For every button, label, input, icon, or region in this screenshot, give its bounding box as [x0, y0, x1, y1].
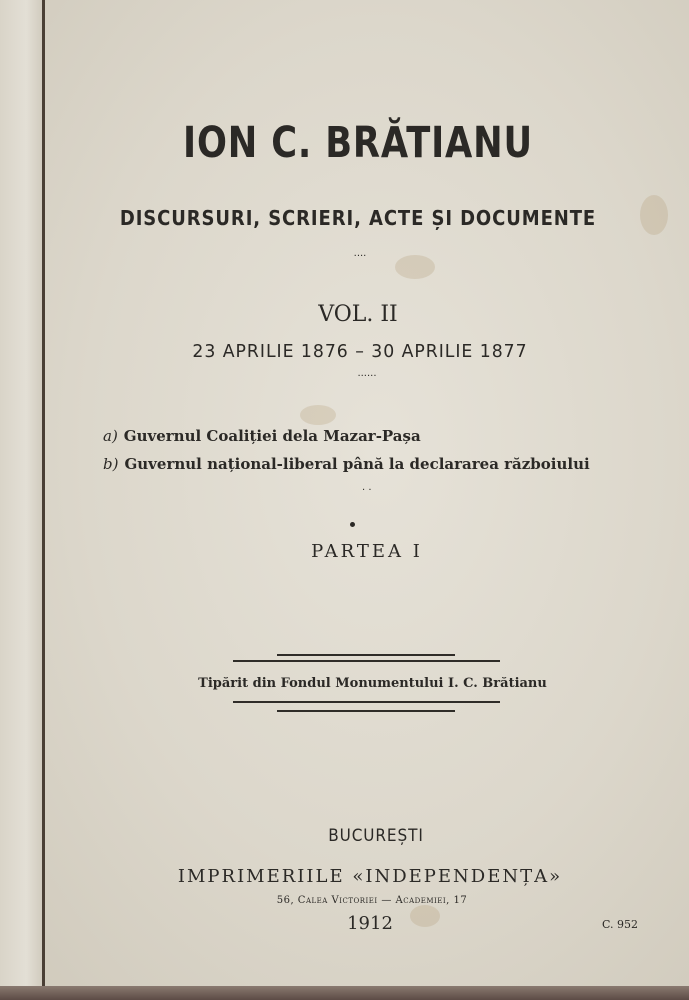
contents-item	[103, 455, 590, 473]
rule-line	[277, 654, 455, 656]
rule-line	[277, 710, 455, 712]
part-label: PARTEA I	[311, 541, 423, 562]
item-text: Guvernul Coaliției dela Mazar-Pașa	[123, 427, 421, 445]
date-range: 23 APRILIE 1876 – 30 APRILIE 1877	[192, 341, 528, 362]
binding-edge	[42, 0, 45, 1000]
contents-item	[103, 427, 421, 445]
ornament-dot	[350, 522, 355, 527]
item-marker: b)	[103, 455, 119, 473]
item-marker: a)	[103, 427, 118, 445]
separator-dots: . .	[362, 482, 372, 493]
catalog-code: C. 952	[602, 918, 639, 931]
separator-dots: ......	[357, 368, 377, 379]
rule-line	[233, 701, 500, 703]
printer-name: IMPRIMERIILE «INDEPENDENȚA»	[177, 866, 563, 887]
book-title: ION C. BRĂTIANU	[183, 118, 533, 168]
volume-label: VOL. II	[318, 302, 398, 327]
printing-note: Tipărit din Fondul Monumentului I. C. Brătianu	[198, 676, 547, 691]
item-text: Guvernul național-liberal până la declararea războiului	[124, 455, 590, 473]
book-subtitle: DISCURSURI, SCRIERI, ACTE ȘI DOCUMENTE	[119, 206, 597, 230]
publication-city: BUCUREȘTI	[328, 826, 424, 846]
separator-dots: ....	[353, 248, 367, 259]
book-binding	[0, 0, 44, 1000]
paper-stain	[300, 405, 336, 425]
printer-address: 56, Calea Victoriei — Academiei, 17	[276, 895, 468, 906]
rule-line	[233, 660, 500, 662]
publication-year: 1912	[347, 913, 393, 934]
page-bottom-edge	[0, 986, 689, 1000]
